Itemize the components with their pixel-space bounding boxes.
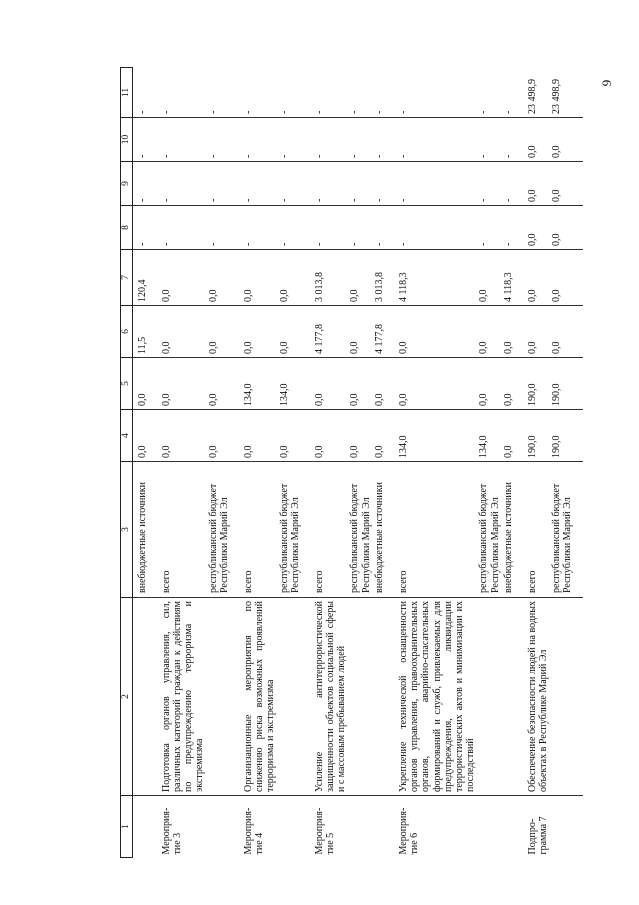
cell-description bbox=[550, 598, 582, 796]
cell-value: 3 013,8 bbox=[310, 250, 349, 306]
cell-value: 0,0 bbox=[477, 306, 501, 358]
cell-value: - bbox=[157, 206, 207, 250]
cell-value: - bbox=[348, 68, 372, 118]
cell-value: 0,0 bbox=[523, 162, 550, 206]
table-row bbox=[477, 68, 501, 858]
cell-value: - bbox=[394, 68, 477, 118]
table-body bbox=[132, 68, 583, 858]
cell-value: 0,0 bbox=[502, 410, 523, 462]
cell-value: - bbox=[278, 118, 310, 162]
cell-value: 190,0 bbox=[550, 410, 582, 462]
cell-description bbox=[132, 598, 157, 796]
page-number: 9 bbox=[599, 79, 614, 87]
cell-value: 190,0 bbox=[523, 410, 550, 462]
column-header: 9 bbox=[121, 162, 133, 206]
cell-value: - bbox=[310, 206, 349, 250]
cell-value: - bbox=[502, 118, 523, 162]
cell-value: - bbox=[348, 162, 372, 206]
cell-value: 0,0 bbox=[477, 250, 501, 306]
cell-value: - bbox=[373, 68, 394, 118]
cell-value: 0,0 bbox=[207, 250, 239, 306]
cell-source: внебюджетные источники bbox=[132, 462, 157, 598]
cell-source: всего bbox=[310, 462, 349, 598]
cell-value: 134,0 bbox=[394, 410, 477, 462]
cell-value: 4 118,3 bbox=[394, 250, 477, 306]
column-header: 8 bbox=[121, 206, 133, 250]
table-row bbox=[348, 68, 372, 858]
cell-value: 0,0 bbox=[550, 162, 582, 206]
cell-value: 134,0 bbox=[278, 358, 310, 410]
cell-value: 0,0 bbox=[348, 250, 372, 306]
table-row bbox=[157, 68, 207, 858]
cell-value: 0,0 bbox=[239, 410, 278, 462]
cell-source: всего bbox=[157, 462, 207, 598]
cell-value: - bbox=[207, 118, 239, 162]
cell-value: - bbox=[207, 162, 239, 206]
cell-value: 0,0 bbox=[394, 358, 477, 410]
cell-value: - bbox=[157, 68, 207, 118]
cell-value: 4 177,8 bbox=[310, 306, 349, 358]
cell-value: - bbox=[394, 118, 477, 162]
cell-value: - bbox=[278, 206, 310, 250]
table-row bbox=[132, 68, 157, 858]
cell-value: 0,0 bbox=[523, 250, 550, 306]
cell-value: - bbox=[157, 118, 207, 162]
column-header: 11 bbox=[121, 68, 133, 118]
cell-value: - bbox=[278, 162, 310, 206]
cell-value: 190,0 bbox=[523, 358, 550, 410]
cell-value: - bbox=[477, 118, 501, 162]
cell-description bbox=[207, 598, 239, 796]
column-header: 7 bbox=[121, 250, 133, 306]
cell-value: 0,0 bbox=[207, 358, 239, 410]
table-row bbox=[207, 68, 239, 858]
cell-source: республиканский бюджет Республики Марий Эл bbox=[477, 462, 501, 598]
rotated-table-container bbox=[120, 68, 618, 858]
cell-value: 23 498,9 bbox=[523, 68, 550, 118]
cell-source: внебюджетные источники bbox=[502, 462, 523, 598]
cell-code bbox=[477, 796, 501, 858]
cell-value: 0,0 bbox=[132, 358, 157, 410]
cell-code bbox=[278, 796, 310, 858]
cell-description bbox=[477, 598, 501, 796]
cell-description: Организационные мероприятия по снижению риска возможных проявлений терроризма и экстремизма bbox=[239, 598, 278, 796]
cell-description: Обеспечение безопасности людей на водных объектах в Республике Марий Эл bbox=[523, 598, 550, 796]
cell-code bbox=[207, 796, 239, 858]
cell-value: 134,0 bbox=[239, 358, 278, 410]
cell-value: 0,0 bbox=[550, 306, 582, 358]
cell-code: Мероприя-тие 6 bbox=[398, 807, 421, 855]
cell-value: 0,0 bbox=[278, 250, 310, 306]
table-row bbox=[394, 68, 477, 858]
column-header: 1 bbox=[121, 796, 133, 858]
cell-code bbox=[373, 796, 394, 858]
cell-value: 0,0 bbox=[278, 306, 310, 358]
cell-value: 0,0 bbox=[523, 118, 550, 162]
cell-value: 0,0 bbox=[310, 358, 349, 410]
cell-value: 0,0 bbox=[550, 206, 582, 250]
cell-source: всего bbox=[394, 462, 477, 598]
cell-value: - bbox=[373, 206, 394, 250]
cell-value: 0,0 bbox=[157, 250, 207, 306]
cell-value: - bbox=[502, 206, 523, 250]
cell-value: 0,0 bbox=[348, 306, 372, 358]
cell-value: - bbox=[132, 118, 157, 162]
cell-value: 190,0 bbox=[550, 358, 582, 410]
cell-description bbox=[502, 598, 523, 796]
cell-value: 0,0 bbox=[550, 118, 582, 162]
cell-value: 4 118,3 bbox=[502, 250, 523, 306]
cell-value: 0,0 bbox=[348, 358, 372, 410]
cell-value: - bbox=[394, 206, 477, 250]
cell-value: - bbox=[310, 118, 349, 162]
cell-value: - bbox=[239, 206, 278, 250]
cell-value: - bbox=[310, 68, 349, 118]
cell-code: Мероприя-тие 3 bbox=[160, 807, 183, 855]
cell-value: 23 498,9 bbox=[550, 68, 582, 118]
column-header: 6 bbox=[121, 306, 133, 358]
cell-value: 0,0 bbox=[239, 250, 278, 306]
table-row bbox=[502, 68, 523, 858]
cell-value: 0,0 bbox=[502, 358, 523, 410]
cell-value: 0,0 bbox=[348, 410, 372, 462]
cell-value: 134,0 bbox=[477, 410, 501, 462]
cell-value: 0,0 bbox=[207, 306, 239, 358]
cell-value: - bbox=[373, 118, 394, 162]
cell-value: - bbox=[348, 206, 372, 250]
cell-value: 0,0 bbox=[310, 410, 349, 462]
cell-value: - bbox=[239, 68, 278, 118]
cell-value: - bbox=[157, 162, 207, 206]
cell-value: - bbox=[394, 162, 477, 206]
table-row bbox=[373, 68, 394, 858]
cell-value: 0,0 bbox=[157, 410, 207, 462]
cell-value: 0,0 bbox=[373, 410, 394, 462]
cell-source: республиканский бюджет Республики Марий Эл bbox=[550, 462, 582, 598]
cell-value: - bbox=[239, 118, 278, 162]
cell-value: - bbox=[132, 162, 157, 206]
cell-value: 0,0 bbox=[157, 306, 207, 358]
cell-value: 0,0 bbox=[278, 410, 310, 462]
cell-value: 0,0 bbox=[523, 206, 550, 250]
cell-source: всего bbox=[523, 462, 550, 598]
cell-source: республиканский бюджет Республики Марий Эл bbox=[348, 462, 372, 598]
budget-table bbox=[120, 67, 583, 858]
cell-description bbox=[278, 598, 310, 796]
cell-code: Мероприя-тие 5 bbox=[313, 807, 337, 855]
table-row bbox=[239, 68, 278, 858]
cell-value: - bbox=[239, 162, 278, 206]
cell-description: Укрепление технической оснащенности органов управления, правоохранительных органов, аварийно-спасательных формирований и служб, привлекаемых для предупреждения, ликвидации террористических актов и минимизации их последствий bbox=[394, 598, 477, 796]
cell-value: 0,0 bbox=[394, 306, 477, 358]
cell-value: 3 013,8 bbox=[373, 250, 394, 306]
cell-value: 0,0 bbox=[477, 358, 501, 410]
cell-code: Мероприя-тие 4 bbox=[242, 807, 266, 855]
column-header: 2 bbox=[121, 598, 133, 796]
header-row bbox=[121, 68, 133, 858]
table-row bbox=[523, 68, 550, 858]
column-header: 3 bbox=[121, 462, 133, 598]
cell-code: Подпро-грамма 7 bbox=[526, 816, 550, 855]
cell-code bbox=[502, 796, 523, 858]
cell-value: 0,0 bbox=[132, 410, 157, 462]
column-header: 5 bbox=[121, 358, 133, 410]
column-header: 10 bbox=[121, 118, 133, 162]
cell-value: 0,0 bbox=[207, 410, 239, 462]
cell-code bbox=[550, 796, 582, 858]
table-row bbox=[310, 68, 349, 858]
cell-value: 0,0 bbox=[373, 358, 394, 410]
cell-value: - bbox=[373, 162, 394, 206]
cell-value: 4 177,8 bbox=[373, 306, 394, 358]
table-row bbox=[278, 68, 310, 858]
cell-code bbox=[132, 796, 157, 858]
cell-source: республиканский бюджет Республики Марий Эл bbox=[278, 462, 310, 598]
cell-value: 0,0 bbox=[239, 306, 278, 358]
cell-value: - bbox=[348, 118, 372, 162]
cell-value: - bbox=[477, 68, 501, 118]
cell-description: Подготовка органов управления, сил, различных категорий граждан к действиям по предупреждению терроризма и экстремизма bbox=[157, 598, 207, 796]
cell-value: - bbox=[502, 162, 523, 206]
cell-description bbox=[373, 598, 394, 796]
cell-source: республиканский бюджет Республики Марий Эл bbox=[207, 462, 239, 598]
cell-value: 0,0 bbox=[523, 306, 550, 358]
cell-value: 120,4 bbox=[132, 250, 157, 306]
cell-value: - bbox=[132, 68, 157, 118]
cell-value: 11,5 bbox=[132, 306, 157, 358]
cell-value: - bbox=[310, 162, 349, 206]
cell-source: внебюджетные источники bbox=[373, 462, 394, 598]
cell-value: 0,0 bbox=[502, 306, 523, 358]
cell-value: - bbox=[132, 206, 157, 250]
cell-value: - bbox=[477, 162, 501, 206]
cell-value: - bbox=[278, 68, 310, 118]
cell-value: 0,0 bbox=[550, 250, 582, 306]
cell-source: всего bbox=[239, 462, 278, 598]
cell-value: - bbox=[502, 68, 523, 118]
cell-code bbox=[348, 796, 372, 858]
cell-value: - bbox=[207, 206, 239, 250]
cell-value: 0,0 bbox=[157, 358, 207, 410]
cell-value: - bbox=[477, 206, 501, 250]
column-header: 4 bbox=[121, 410, 133, 462]
cell-value: - bbox=[207, 68, 239, 118]
cell-description bbox=[348, 598, 372, 796]
cell-description: Усиление антитеррористической защищенности объектов социальной сферы и с массовым пребыванием людей bbox=[310, 598, 349, 796]
table-row bbox=[550, 68, 582, 858]
